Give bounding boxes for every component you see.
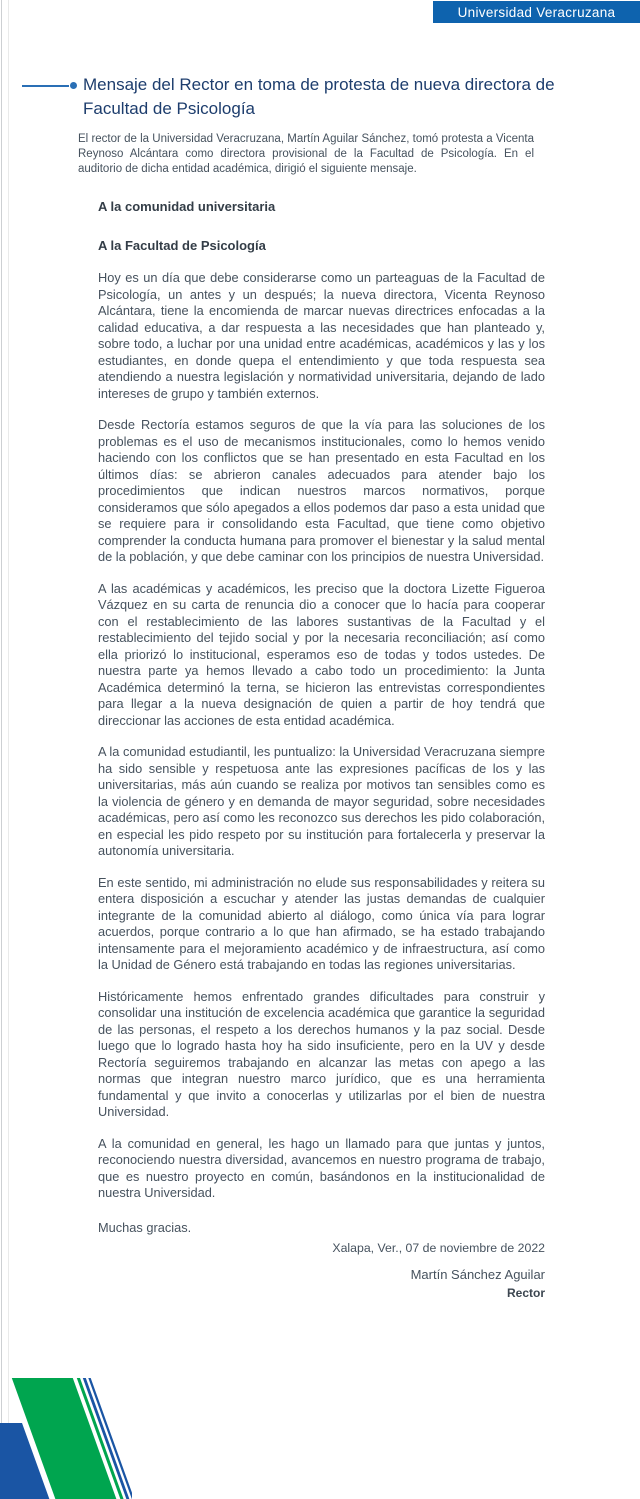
- university-brand-label: Universidad Veracruzana: [457, 4, 616, 20]
- body-paragraph: A las académicas y académicos, les preciso que la doctora Lizette Figueroa Vázquez en su carta de renuncia dio a conocer que lo hacía para cooperar con el restablecimiento de las labores sustantivas de la Facultad y el restablecimiento del tejido social y por la necesaria reconciliación; así como ella priorizó lo institucional, esperamos eso de todas y todos ustedes. De nuestra parte ya hemos llevado a cabo todo un procedimiento: la Junta Académica determinó la terna, se hicieron las entrevistas correspondientes para llegar a la nueva designación de quien a partir de hoy tendrá que direccionar las acciones de esta entidad académica.: [98, 580, 545, 728]
- signature-title: Rector: [506, 1286, 545, 1300]
- title-accent-rule: [22, 85, 69, 87]
- university-brand-bar: [433, 1, 640, 23]
- body-paragraph: Hoy es un día que debe considerarse como un parteaguas de la Facultad de Psicología, un antes y un después; la nueva directora, Vicenta Reynoso Alcántara, tiene la encomienda de marcar nuevas directrices enfocadas a la calidad educativa, a dar respuesta a las necesidades que han planteado y, sobre todo, a luchar por una unidad entre académicas, académicos y las y los estudiantes, en donde quepa el entendimiento y que toda respuesta sea atendiendo a nuestra legislación y normatividad universitaria, dejando de lado intereses de grupo y también externos.: [98, 270, 545, 401]
- uv-ribbon-graphic: [0, 1373, 132, 1499]
- dateline: Xalapa, Ver., 07 de noviembre de 2022: [332, 1241, 545, 1255]
- title-bullet-dot: [70, 82, 77, 89]
- salutation-community: A la comunidad universitaria: [98, 199, 276, 214]
- article-body: [98, 198, 545, 1302]
- body-paragraph: Desde Rectoría estamos seguros de que la vía para las soluciones de los problemas es el uso de mecanismos institucionales, como lo hemos venido haciendo con los conflictos que se han presentado en esta Facultad en los últimos días: se abrieron canales adecuados para atender bajo los procedimientos que indican nuestros marcos normativos, porque consideramos que sólo apegados a ellos podemos dar paso a esta unidad que se requiere para ir consolidando esta Facultad, que tiene como objetivo comprender la conducta humana para promover el bienestar y la salud mental de la población, y que debe caminar con los principios de nuestra Universidad.: [98, 417, 545, 564]
- closing-thanks: Muchas gracias.: [98, 1219, 192, 1235]
- signature-name: Martín Sánchez Aguilar: [410, 1266, 545, 1282]
- page-margin-line: [8, 0, 9, 1499]
- article-lead: El rector de la Universidad Veracruzana, Martín Aguilar Sánchez, tomó protesta a Vicenta Reynoso Alcántara como directora provisional de la Facultad de Psicología. En el auditorio de dicha entidad académica, dirigió el siguiente mensaje.: [78, 133, 534, 175]
- body-paragraph: A la comunidad en general, les hago un llamado para que juntas y juntos, reconociendo nuestra diversidad, avancemos en nuestro programa de trabajo, que es nuestro proyecto en común, basándonos en la institucionalidad de nuestra Universidad.: [98, 1135, 545, 1200]
- body-paragraph: Históricamente hemos enfrentado grandes dificultades para construir y consolidar una institución de excelencia académica que garantice la seguridad de las personas, el respeto a los derechos humanos y la paz social. Desde luego que lo logrado hasta hoy ha sido insuficiente, pero en la UV y desde Rectoría seguiremos trabajando en alcanzar las metas con apego a las normas que integran nuestro marco jurídico, que es una herramienta fundamental y que invito a conocerlas y utilizarlas por el bien de nuestra Universidad.: [98, 988, 545, 1119]
- salutation-faculty: A la Facultad de Psicología: [98, 238, 266, 253]
- page-edge-line: [1, 0, 2, 1499]
- body-paragraph: En este sentido, mi administración no elude sus responsabilidades y reitera su entera disposición a escuchar y atender las justas demandas de cualquier integrante de la comunidad abierto al diálogo, como única vía para lograr acuerdos, porque contrario a lo que han afirmado, se ha estado trabajando intensamente para el mejoramiento académico y de infraestructura, así como la Unidad de Género está trabajando en todas las regiones universitarias.: [98, 874, 545, 972]
- body-paragraph: A la comunidad estudiantil, les puntualizo: la Universidad Veracruzana siempre ha sido sensible y respetuosa ante las expresiones pacíficas de los y las universitarias, más aún cuando se realiza por motivos tan sensibles como es la violencia de género y en demanda de mayor seguridad, sobre necesidades académicas, pero así como les reconozco sus derechos les pido colaboración, en especial les pido respeto por su institución para fortalecerla y preservar la autonomía universitaria.: [98, 744, 545, 858]
- page-title: Mensaje del Rector en toma de protesta de nueva directora de Facultad de Psicología: [83, 75, 555, 118]
